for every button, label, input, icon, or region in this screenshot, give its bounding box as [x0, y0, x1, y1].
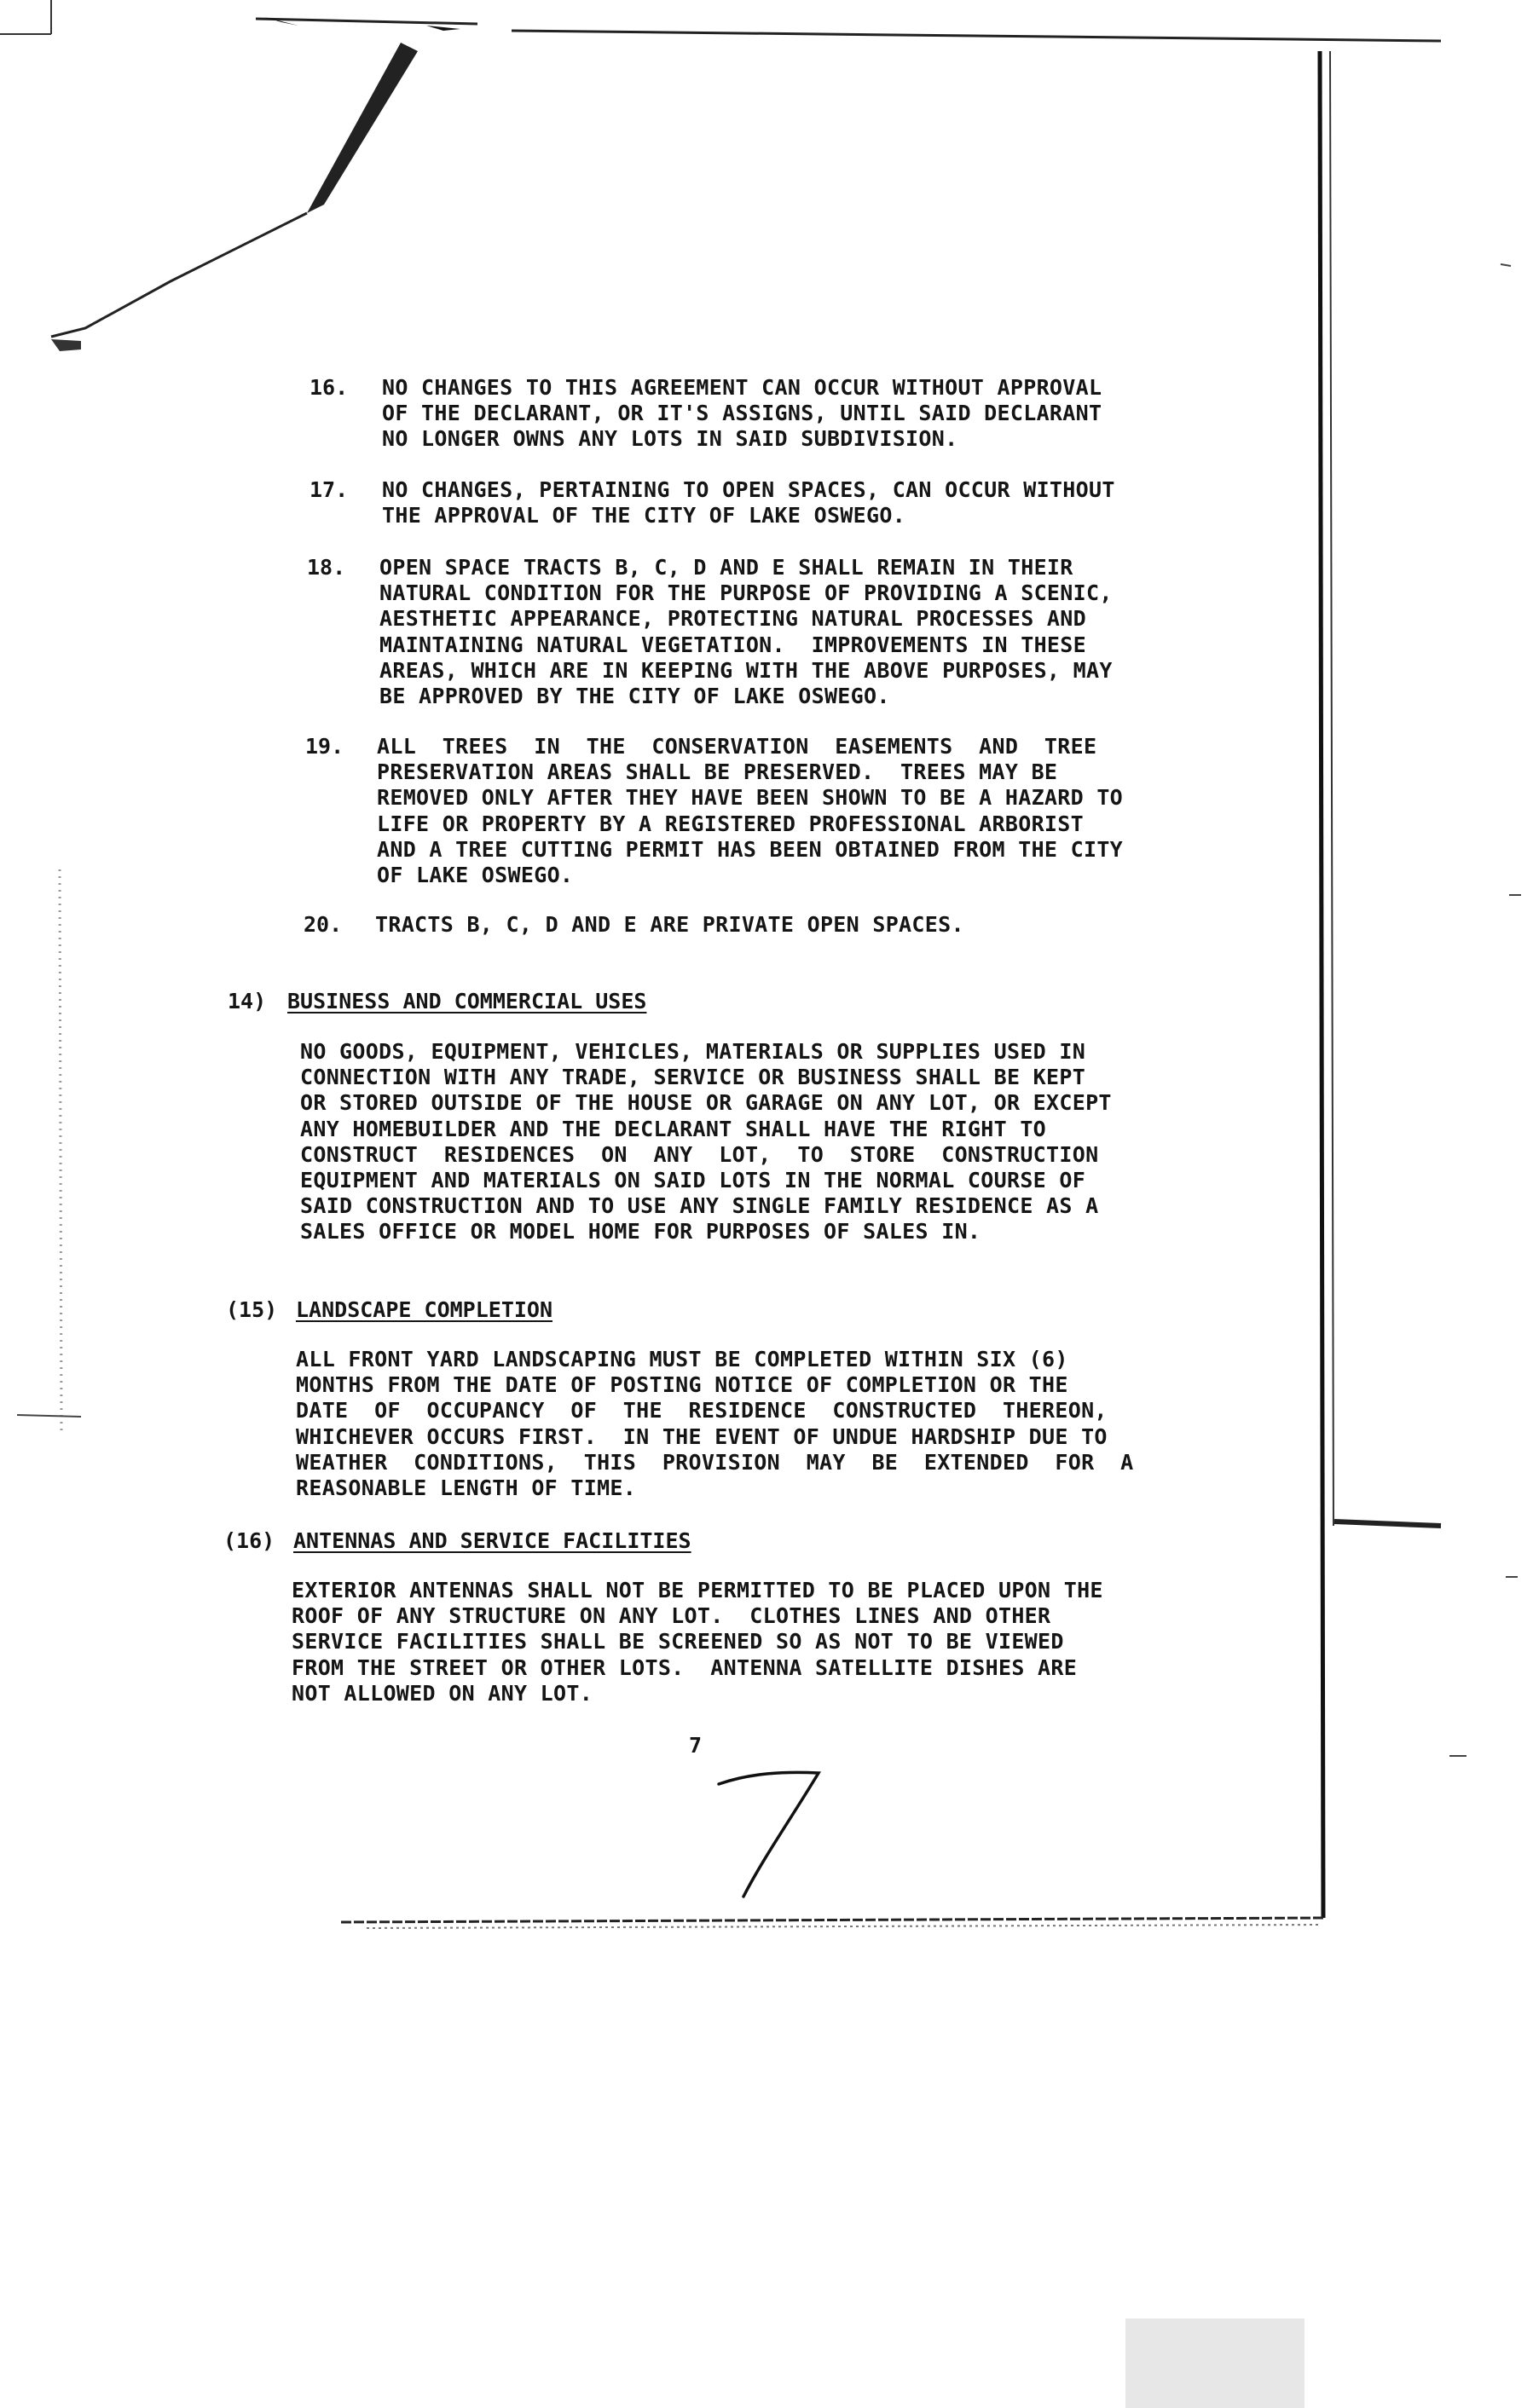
bottom-page-edge: [341, 1918, 1323, 1922]
section-text: NO GOODS, EQUIPMENT, VEHICLES, MATERIALS OR SUPPLIES USED IN CONNECTION WITH ANY TRADE, SERVICE OR BUSINESS SHALL BE KEPT OR STORED OUTSIDE OF THE HOUSE OR GARAGE ON ANY LOT, OR EXCEPT ANY HOMEBUILDER AND THE DECLARANT SHALL HAVE THE RIGHT TO CONSTRUCT RESIDENCES ON ANY LOT, TO STORE CONSTRUCTION EQUIPMENT AND MATERIALS ON SAID LOTS IN THE NORMAL COURSE OF SAID CONSTRUCTION AND TO USE ANY SINGLE FAMILY RESIDENCE AS A SALES OFFICE OR MODEL HOME FOR PURPOSES OF SALES IN.: [300, 1039, 1112, 1244]
handwritten-page-number: [719, 1772, 819, 1897]
bottom-right-speckle: [1125, 2318, 1304, 2408]
item-text: ALL TREES IN THE CONSERVATION EASEMENTS AND TREE PRESERVATION AREAS SHALL BE PRESERVED. TREES MAY BE REMOVED ONLY AFTER THEY HAVE BEEN SHOWN TO BE A HAZARD TO LIFE OR PROPERTY BY A REGISTERED PROFESSIONAL ARBORIST AND A TREE CUTTING PERMIT HAS BEEN OBTAINED FROM THE CITY OF LAKE OSWEGO.: [377, 734, 1124, 888]
right-page-edge-inner: [1330, 51, 1333, 1526]
section-number: (15): [226, 1297, 278, 1322]
item-text: NO CHANGES, PERTAINING TO OPEN SPACES, CAN OCCUR WITHOUT THE APPROVAL OF THE CITY OF LAKE OSWEGO.: [382, 477, 1115, 528]
section-title: ANTENNAS AND SERVICE FACILITIES: [293, 1528, 691, 1553]
left-margin-speckle: [60, 869, 61, 1432]
section-text: EXTERIOR ANTENNAS SHALL NOT BE PERMITTED TO BE PLACED UPON THE ROOF OF ANY STRUCTURE ON ANY LOT. CLOTHES LINES AND OTHER SERVICE FACILITIES SHALL BE SCREENED SO AS NOT TO BE VIEWED FROM THE STREET OR OTHER LOTS. ANTENNA SATELLITE DISHES ARE NOT ALLOWED ON ANY LOT.: [292, 1578, 1103, 1706]
section-title: LANDSCAPE COMPLETION: [296, 1297, 553, 1322]
right-side-mark: [1334, 1522, 1441, 1526]
top-speckle: [264, 17, 460, 31]
item-number: 19.: [305, 734, 344, 759]
item-text: OPEN SPACE TRACTS B, C, D AND E SHALL REMAIN IN THEIR NATURAL CONDITION FOR THE PURPOSE OF PROVIDING A SCENIC, AESTHETIC APPEARANCE, PROTECTING NATURAL PROCESSES AND MAINTAINING NATURAL VEGETATION. IMPROVEMENTS IN THESE AREAS, WHICH ARE IN KEEPING WITH THE ABOVE PURPOSES, MAY BE APPROVED BY THE CITY OF LAKE OSWEGO.: [379, 555, 1113, 709]
section-number: 14): [228, 989, 267, 1013]
item-number: 17.: [309, 477, 349, 502]
folded-corner-line: [51, 213, 307, 337]
page-number: 7: [689, 1733, 703, 1758]
folded-corner-shadow: [307, 43, 418, 213]
item-number: 16.: [309, 375, 349, 400]
left-edge-mark: [51, 339, 81, 351]
section-number: (16): [223, 1528, 275, 1553]
page-top-edge: [256, 19, 1441, 41]
item-text: TRACTS B, C, D AND E ARE PRIVATE OPEN SPACES.: [375, 912, 964, 937]
left-margin-line: [17, 1415, 81, 1417]
right-margin-ticks: [1449, 264, 1521, 1756]
top-left-corner-mark: [0, 0, 51, 34]
bottom-page-edge-shadow: [367, 1925, 1322, 1928]
item-text: NO CHANGES TO THIS AGREEMENT CAN OCCUR WITHOUT APPROVAL OF THE DECLARANT, OR IT'S ASSIGNS, UNTIL SAID DECLARANT NO LONGER OWNS ANY LOTS IN SAID SUBDIVISION.: [382, 375, 1102, 452]
section-title: BUSINESS AND COMMERCIAL USES: [287, 989, 647, 1013]
item-number: 20.: [304, 912, 343, 937]
section-text: ALL FRONT YARD LANDSCAPING MUST BE COMPLETED WITHIN SIX (6) MONTHS FROM THE DATE OF POSTING NOTICE OF COMPLETION OR THE DATE OF OCCUPANCY OF THE RESIDENCE CONSTRUCTED THEREON, WHICHEVER OCCURS FIRST. IN THE EVENT OF UNDUE HARDSHIP DUE TO WEATHER CONDITIONS, THIS PROVISION MAY BE EXTENDED FOR A REASONABLE LENGTH OF TIME.: [296, 1347, 1134, 1501]
item-number: 18.: [307, 555, 346, 580]
right-page-edge: [1320, 51, 1323, 1918]
